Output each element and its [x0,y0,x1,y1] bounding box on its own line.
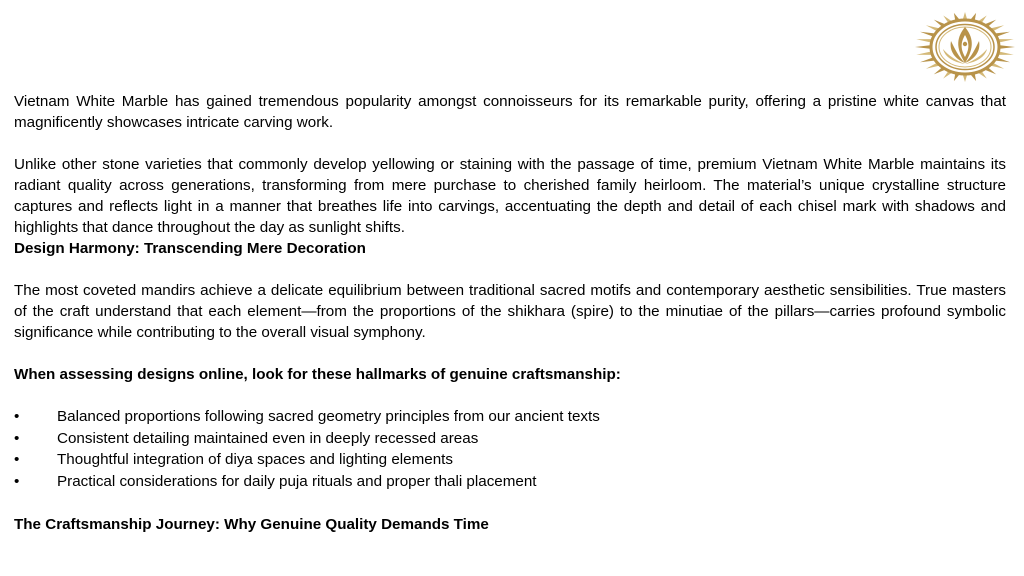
bullet-icon: • [14,451,20,469]
emblem-ray [963,12,967,19]
emblem-ray [999,52,1014,55]
emblem-ray [915,45,930,48]
spacer [14,385,1006,406]
hallmarks-intro-heading: When assessing designs online, look for these hallmarks of genuine craftsmanship: [14,366,621,383]
list-item-text: Practical considerations for daily puja rituals and proper thali placement [57,473,537,491]
list-item [14,406,1006,428]
spacer [14,493,1006,514]
emblem-ray [996,58,1010,63]
emblem-ray [916,52,931,55]
list-item [14,471,1006,493]
emblem-ray [996,32,1010,37]
emblem-ray [920,32,934,37]
durability-paragraph: Unlike other stone varieties that commonly develop yellowing or staining with the passage of time, premium Vietnam White Marble maintains its radiant quality across generations, transforming from mere purchase to cherished family heirloom. The material’s unique crystalline structure captures and reflects light in a manner that breathes life into carvings, accentuating the depth and detail of each chisel mark with shadows and highlights that dance throughout the day as sunlight shifts. [14,156,1006,236]
bullet-icon: • [14,429,20,447]
list-item [14,449,1006,471]
emblem-ray [963,75,967,82]
list-item-text: Consistent detailing maintained even in deeply recessed areas [57,429,479,447]
bullet-icon: • [14,408,20,425]
emblem-ray [920,58,934,63]
emblem-ray [999,39,1014,42]
list-item-text: Balanced proportions following sacred geometry principles from our ancient texts [57,408,600,425]
design-harmony-paragraph: The most coveted mandirs achieve a delicate equilibrium between traditional sacred motifs and contemporary aesthetic sensibilities. True masters of the craft understand that each element—from the proportions of the shikhara (spire) to the minutiae of the pillars—carries profound symbolic significance while contributing to the overall visual symphony. [14,282,1006,341]
article-body [14,91,1006,535]
list-item-text: Thoughtful integration of diya spaces and lighting elements [57,451,453,469]
list-item [14,428,1006,450]
hallmarks-list [14,406,1006,493]
craftsmanship-journey-heading: The Craftsmanship Journey: Why Genuine Quality Demands Time [14,515,489,533]
emblem-ray [916,39,931,42]
lotus-emblem-icon [913,11,1017,83]
spacer [14,259,1006,280]
spacer [14,343,1006,364]
intro-paragraph: Vietnam White Marble has gained tremendous popularity amongst connoisseurs for its remarkable purity, offering a pristine white canvas that magnificently showcases intricate carving work. [14,93,1006,131]
emblem-ray [1000,45,1015,48]
bullet-icon: • [14,473,20,491]
brand-logo [913,11,1017,83]
design-harmony-heading: Design Harmony: Transcending Mere Decoration [14,240,366,257]
spacer [14,133,1006,154]
